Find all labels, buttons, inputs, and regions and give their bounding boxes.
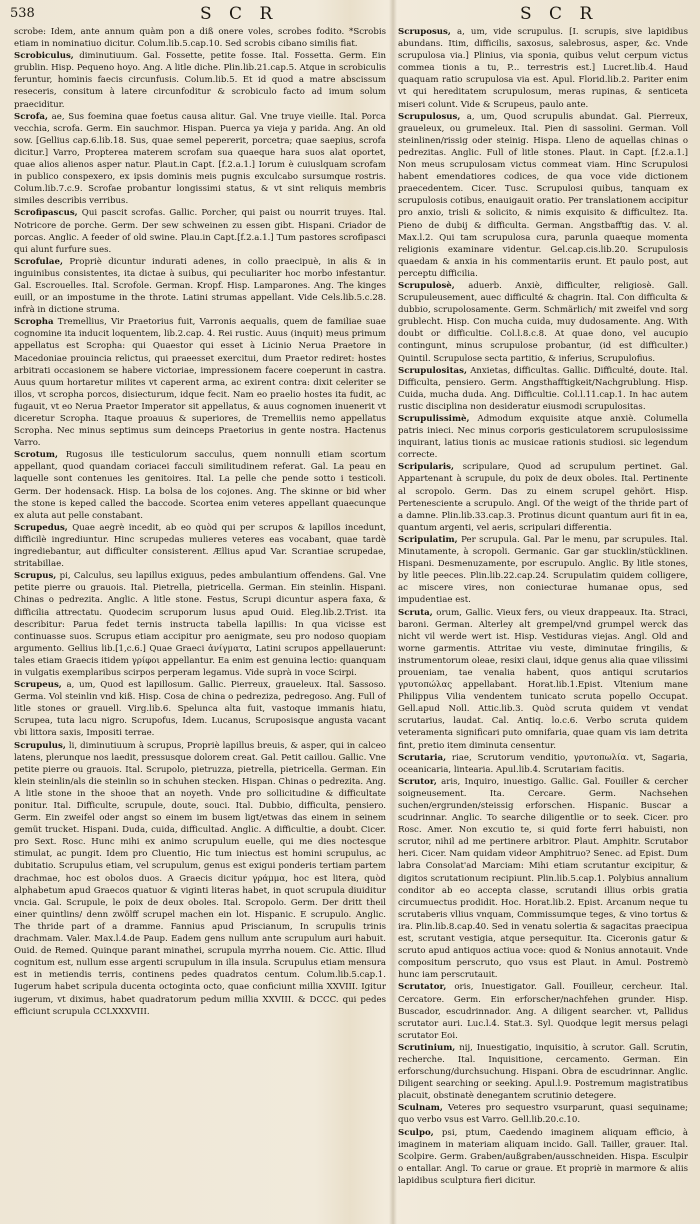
entry-definition: nij, Inuestigatio, inquisitio, à scrutor. Gall. Scrutin, recherche. Ital. Inquisitione, cercamento. German. Ein erforschung/durchsuchung. Hispani. Obra de escudrinnar. Anglic. Diligent searching or seeking. Apul.l.9. Postremum magistratibus placuit, obstinatè denegantem scrutinio detegere.	[398, 1042, 688, 1102]
entry-definition: Admodum exquisite atque anxiè. Columella patris inieci. Nec minus corporis gesticulatorem scrupulosissime inquirant, latius tionis ac musicae rationis studiosi. sic legendum correcte.	[398, 414, 688, 461]
entry-headword: Scrofipascus,	[14, 208, 78, 219]
entry-headword: Scruposus,	[398, 27, 451, 37]
entry-definition: a, um, Quod est lapillosum. Gallic. Pierreux, graueleux. Ital. Sassoso. Germa. Vol steinlin vnd kiß. Hisp. Cosa de china o pedreziza, pedregoso. Ang. Full of litle stones or grauell. Virg.lib.6. Spelunca alta fuit, vastoque immanis hiatu, Scrupea, tuta lacu nigro. Scrupofus, Idem. Lucanus, Scruposisque angusta vacant vbi littora saxis, Impositi terrae.	[14, 680, 386, 739]
entry-headword: Scrupus,	[14, 571, 57, 582]
dictionary-entry	[398, 280, 688, 365]
entry-headword: Scrutor,	[398, 776, 437, 787]
entry-definition: Anxietas, difficultas. Gallic. Difficulté, doute. Ital. Difficulta, pensiero. Germ. Angsthafftigkeit/Nachgrublung. Hisp. Cuida, mucha duda. Ang. Difficultie. Col.l.11.cap.1. In hac autem rustic disciplina non desideratur eiusmodi scrupulositas.	[398, 365, 688, 412]
entry-headword: Scrutinium,	[398, 1042, 456, 1053]
entry-headword: Scrobiculus,	[14, 51, 74, 62]
dictionary-entry	[14, 111, 386, 208]
entry-headword: Scrupulosè,	[398, 280, 455, 291]
entry-headword: Scrupulosus,	[398, 111, 461, 122]
dictionary-entry	[398, 111, 688, 280]
entry-headword: Scrutaria,	[398, 752, 447, 763]
dictionary-entry	[398, 981, 688, 1041]
entry-definition: Propriè dicuntur indurati adenes, in collo praecipuè, in alis & in inguinibus consistentes, ita dictae à suibus, qui peculiariter hoc morbo infestantur. Gal. Escrouelles. Ital. Scrofole. German. Kropf. Hisp. Lamparones. Ang. The kinges euill, or an impostume in the throte. Latini strumas appellant. Vide Cels.lib.5.c.28. infrà in dictione struma.	[14, 256, 386, 316]
entry-definition: orum, Gallic. Vieux fers, ou vieux drappeaux. Ita. Straci, baroni. German. Alterley alt grempel/vnd grumpel werck das nicht vil werde wert ist. Hisp. Vestiduras viejas. Angl. Old and worne garmentis. Attritae viu veste, diminutae fringilis, & instrumentorum oleae, resixi claui, idque genus alia quae vilissimi proueniam, tae venalia habent, quos antiqui scrutarios γρυτοπώλας appellabant. Horat.lib.1.Epist. Vltenium mane Philippus Vilia vendentem tunicato scruta popello Occupat. Gell.apud Noll. Attic.lib.3. Quòd scruta quidem vt vendat scrutarius, laudat. Cal. Antiq. lo.c.6. Verbo scruta quidem veteramenta significari puto omnifaria, quae quam vis iam detrita fint, pretio item diminuta censentur.	[398, 607, 688, 751]
entry-definition: aris, Inquiro, inuestigo. Gallic. Gal. Fouiller & cercher soigneusement. Ita. Cercare. Germ. Nachsehen suchen/ergrunden/steissig erforschen. Hispanic. Buscar a scudrinnar. Anglic. To searche diligentlie or to seek. Cicer. pro Rosc. Amer. Non excutio te, si quid forte ferri habuisti, non scrutor, nihil ad me pertinere arbitror. Plaut. Amphitr. Scrutabor heri. Cicer. Nam quidam videor Amphitruo? Senec. ad Epist. Dum labra Consolat'ad Marciam: Mihi etiam scrutantur excipitur, & digitos scrutationum recipiunt. Plin.lib.5.cap.1. Polybius annalium conditor ab eo accepta classe, scrutandi illius orbis gratia circumuectus prodidit. Hoc. Horat.lib.2. Epist. Arcanum neque tu scrutaberis vllius vnquam, Commissumque teges, & vino tortus & ira. Plin.lib.8.cap.40. Sed in venatu solertia & sagacitas praecipua est, scrutant vestigia, atque persequitur. Ita. Ciceronis gatur & scruto apud antiquos actiua voce: quod & Nonius annotauit. Vnde compositum perscruto, quo vsus est Plaut. in Amul. Postremò hunc iam perscrutauit.	[398, 776, 688, 981]
dictionary-entry	[14, 207, 386, 255]
entry-headword: Scripulatim,	[398, 534, 458, 545]
entry-headword: Sculpo,	[398, 1127, 434, 1138]
entry-definition: oris, Inuestigator. Gall. Fouilleur, cercheur. Ital. Cercatore. Germ. Ein erforscher/nachfehen grunder. Hisp. Buscador, escudrinnador. Ang. A diligent searcher. vt, Pallidus scrutator auri. Luc.l.4. Stat.3. Syl. Quodque legit mersus pelagi scrutator Eoi.	[398, 982, 688, 1041]
dictionary-entry	[398, 365, 688, 413]
entry-definition: a, um, vide scrupulus. [I. scrupis, sive lapidibus abundans. Itim, difficilis, saxosus, salebrosus, asper, &c. Vnde scrupulosa via.] Plinius, via sponia, quibus velut cerpum victus commea tionis a tu, P... terrestris est.] Lucret.lib.4. Haud quaquam ratio scrupulosa via est. Apul. Florid.lib.2. Pariter enim vt qui hereditatem scrupulosum, meras rupinas, & senticeta miseri colunt. Vide & Scrupeus, paulo ante.	[398, 27, 688, 110]
dictionary-entry	[398, 413, 688, 461]
entry-headword: Scrutator,	[398, 982, 447, 993]
entry-headword: Scrotum,	[14, 450, 59, 461]
entry-definition: aduerb. Anxiè, difficulter, religiosè. Gall. Scrupuleusement, auec difficulté & chagrin. Ital. Con difficulta & dubbio, scrupolosamente. Germ. Schmärlich/ mit zweifel vnd sorg grublecht. Hisp. Con mucha cuida, muy dudosamente. Ang. With doubt or difficultie. Col.l.8.c.8. At quae dono, vel aucupio contingunt, minus scrupulose probantur, (id est difficulter.) Quintil. Scrupulose secta partitio, & inferius, Scrupulofius.	[398, 280, 688, 364]
dictionary-entry	[398, 534, 688, 607]
running-head-right: S C R	[520, 4, 599, 24]
entry-headword: Scruta,	[398, 607, 433, 618]
entry-definition: a, um, Quod scrupulis abundat. Gal. Pierreux, graueleux, ou grumeleux. Ital. Pien di sassolini. German. Voll steinlinen/rissig oder steinig. Hispa. Lleno de aquellas chinas o pedrezitas. Anglic. Full of litle stones. Plaut. in Capt. [f.2.a.1.] Non meus scrupulosam victus commeat viam. Hinc Scrupulosi habent emendatiores codices, de qua voce vide dictionem praecedentem. Cicer. Tusc. Scrupulosi quibus, tanquam ex scrupulosis cotibus, enauigauit oratio. Per translationem accipitur pro anxio, trisli & solicito, & nimis exquisito & difficultez. Ita. Pieno de dubij & difficulta. German. Angstbafftig das. V. al. Max.l.2. Qui tam scrupulosa cura, parunla quaeque momenta religionis examinare videntur. Gel.cap.cis.lib.20. Scrupulosis quaedam & anxia in his commentariis erunt. Et paulo post, aut perceptu difficilia.	[398, 111, 688, 279]
entry-headword: Scrofulae,	[14, 256, 63, 267]
entry-headword: Scrupulus,	[14, 740, 66, 751]
entry-headword: Scrofa,	[14, 111, 48, 122]
right-column	[398, 26, 688, 1216]
entry-headword: Scrupedus,	[14, 522, 68, 533]
dictionary-entry	[14, 26, 386, 50]
left-column	[14, 26, 386, 1216]
entry-headword: Scrupulissimè,	[398, 414, 470, 424]
dictionary-entry	[14, 50, 386, 110]
dictionary-entry	[398, 461, 688, 534]
entry-definition: Veteres pro sequestro vsurparunt, quasi sequiname; quo verbo vsus est Varro. Gell.lib.20.c.10.	[398, 1103, 688, 1126]
entry-definition: pi, Calculus, seu lapillus exiguus, pedes ambulantium offendens. Gal. Vne petite pierre ou grauois. Ital. Pietrella, pietricella. German. Ein steinlin. Hispani. Chinas o pedrezita. Anglic. A litle stone. Festus, Scrupi dicuntur aspera faxa, & difficilia attrectatu. Quodecim scruporum lusus apud Ouid. Eleg.lib.2.Trist. ita describitur: Parua fedet ternis instructa tabella lapillis: In qua vicisse est continuasse suos. Scrupus etiam accipitur pro aenigmate, seu pro nodoso quopiam argumento. Gellius lib.[1,c.6.] Quae Graeci ἀνίγματα, Latini scrupos appellauerunt: tales etiam Graecis itidem γρίφοι appellantur. Ea enim est genuina lectio: quanquam in vulgatis exemplaribus scirpos perperam legamus. Vide suprà in voce Scirpi.	[14, 571, 386, 678]
dictionary-entry	[14, 740, 386, 1018]
dictionary-entry	[398, 752, 688, 776]
entry-definition: Quae aegrè incedit, ab eo quòd qui per scrupos & lapillos incedunt, difficilè ingrediuntur. Hinc scrupedas mulieres veteres eas vocabant, quae tardè ingrediebantur, aut difficulter consisterent. Ællius apud Var. Scrantiae scrupedae, stritabillae.	[14, 522, 386, 570]
entry-headword: Scrupeus,	[14, 680, 62, 691]
entry-definition: scripulare, Quod ad scrupulum pertinet. Gal. Appartenant à scrupule, du poix de deux oboles. Ital. Pertinente al scropolo. Germ. Das zu einem scrupel gehört. Hisp. Pertenesciente a scrupulo. Angl. Of the weigt of the thride part of a damne. Plin.lib.33.cap.3. Protinus dicunt quantum auri fit in ea, quantum argenti, vel aeris, scripulari differentia.	[398, 462, 688, 533]
entry-definition: ae, Sus foemina quae foetus causa alitur. Gal. Vne truye vieille. Ital. Porca vecchia, scrofa. Germ. Ein sauchmor. Hispan. Puerca ya vieja y parida. Ang. An old sow. [Gellius cap.6.lib.18. Sus, quae semel pepererit, porcetra; quae saepius, scrofa dicitur.] Varro, Propterea materem scrofam sua quaeque hara suos alat oportet, quae alios alienos asper natur. Plaut.in Capt. [f.2.a.1.] Iorum è cuiuslquam scrofam in publico conspexero, ex ipsis dominis meis pugnis exculcabo sursumque rostris. Colum.lib.7.c.9. Scrofae probantur longissimi status, & vt sint reliquis membris similes describis verribus.	[14, 111, 386, 207]
dictionary-entry	[14, 679, 386, 739]
entry-definition: diminutiuum. Gal. Fossette, petite fosse. Ital. Fossetta. Germ. Ein grublin. Hisp. Pequeno hoyo. Ang. A litle diche. Plin.lib.21.cap.5. Atque in scrobiculis feruntur, hominis faecis circunfusis. Colum.lib.5. Et id quod a matre abscissum reseceris, consitum à latere circunfoditur & scrobiculo facto ad imum solum praeciditur.	[14, 51, 386, 110]
page-number: 538	[10, 6, 35, 21]
dictionary-entry	[14, 449, 386, 522]
dictionary-entry	[14, 522, 386, 570]
dictionary-entry	[398, 607, 688, 752]
entry-definition: Rugosus ille testiculorum sacculus, quem nonnulli etiam scortum appellant, quod quandam coriacei facculi similitudinem referat. Gal. La peau en laquelle sont contenues les genitoires. Ital. La pelle che pende sotto i testicoli. Germ. Der hodensack. Hisp. La bolsa de los cojones. Ang. The skinne or bid wher the stone is keped called the baccode. Scortea enim veteres appellant quaecunque ex aluta aut pelle constabant.	[14, 450, 386, 521]
entry-definition: li, diminutiuum à scrupus, Propriè lapillus breuis, & asper, qui in calceo latens, plerunque nos laedit, pressusque dolorem creat. Gal. Petit caillou. Gallic. Vne petite pierre ou grauois. Ital. Scrupolo, pietruzza, pietrella, pietricella. German. Ein klein steinlin/als die steinlin so in schuhen stecken. Hispan. Chinas o pedrezita. Ang. A litle stone in the shooe that an noyeth. Vnde pro sollicitudine & difficultate ponitur. Ital. Difficulte, scrupule, doute, souci. Ital. Dubbio, difficulta, pensiero. Germ. Ein zweifel oder angst so einem im busem ligt/etwas das einem in seinem gemüt trucket. Hispani. Duda, cuida, difficultad. Anglic. A difficultie, a doubt. Cicer. pro Sext. Rosc. Hunc mihi ex animo scrupulum euelle, qui me dies noctesque stimulat, ac pungit. Idem pro Cluentio, Hic tum iniectus est homini scrupulus, ac dubitatio. Scrupulus etiam, vel scrupulum, genus est exigui ponderis tertiam partem drachmae, hoc est obolos duos. A Graecis dicitur γράμμα, hoc est litera, quòd alphabetum apud Graecos quatuor & viginti literas habet, in quot scrupula diuiditur vncia. Gal. Scrupule, le poix de deux oboles. Ital. Scropolo. Germ. Der dritt theil einer quintlins/ denn zwölff scrupel machen ein lot. Hispanic. E scrupulo. Anglic. The thride part of a dramme. Fannius apud Priscianum, In scrupulis trinis drachmam. Valer. Max.l.4.de Paup. Eadem gens nullum ante scrupulum auri habuit. Ouid. de Remed. Quinque parant minathei, scrupula myrrha nouem. Cic. Attic. Illud cognitum est, nullum esse argenti scrupulum in illa insula. Scrupulus etiam mensura est in metiendis terris, continens pedes quadratos centum. Colum.lib.5.cap.1. Iugerum habet scripula ducenta octoginta octo, quae conficiunt millia XXVIII. Igitur iugerum, vt diximus, habet quadratorum pedum millia XXVIII. & DCCC. qui pedes efficiunt scrupula CCLXXXVIII.	[14, 740, 386, 1017]
entry-definition: psi, ptum, Caedendo imaginem aliquam efficio, à imaginem in materiam aliquam incido. Gall. Tailler, grauer. Ital. Scolpire. Germ. Graben/außgraben/ausschneiden. Hispa. Esculpir o entallar. Angl. To carue or graue. Et propriè in marmore & aliis lapidibus sculptura fieri dicitur.	[398, 1127, 688, 1186]
entry-headword: Scropha	[14, 317, 54, 328]
entry-definition: scrobe: Idem, ante annum quàm pon a diß onere voles, scrobes fodito. *Scrobis etiam in nominatiuo dicitur. Colum.lib.5.cap.10. Sed scrobis cibano similis fiat.	[14, 27, 386, 50]
entry-definition: Per scrupula. Gal. Par le menu, par scrupules. Ital. Minutamente, à scropoli. Germanic. Gar gar stucklin/stücklinen. Hispani. Desmenuzamente, por escrupulo. Anglic. By litle stones, by litle peeces. Plin.lib.22.cap.24. Scrupulatim quidem colligere, ac miscere vires, non coniecturae humanae opus, sed impudentiae est.	[398, 534, 688, 606]
dictionary-entry	[14, 316, 386, 449]
entry-definition: riae, Scrutorum venditio, γρυτοπωλία. vt, Sagaria, oceanicaria, lintearia. Apul.lib.4. Scrutariam facitis.	[398, 752, 688, 775]
dictionary-entry	[398, 26, 688, 111]
entry-definition: Tremellius, Vir Praetorius fuit, Varronis aequalis, quem de familiae suae cognomine ita inducit loquentem, lib.2.cap. 4. Rei rustic. Auus (inquit) meus primum appellatus est Scropha: qui Quaestor qui esset à Licinio Nerua Praetore in Macedoniae prouincia relictus, qui praeesset exercitui, dum Praetor rediret: hostes arbitrati occasionem se habere victoriae, impressionem facere coeperunt in castra. Auus quum hortaretur milites vt caperent arma, ac exirent contra: dixit celeriter se illos, vt scropha porcos, disiecturum, idque fecit. Nam eo praelio hostes ita fudit, ac fugauit, vt eo Nerua Praetor Imperator sit appellatus, & auus cognomen inuenerit vt diceretur Scropha. Itaque proauus & superiores, de Tremelliis nemo appellatus Scropha. Nec minus septimus sum deinceps Praetorius in gente nostra. Hactenus Varro.	[14, 317, 386, 449]
running-head-left: S C R	[200, 4, 279, 24]
dictionary-entry	[398, 1042, 688, 1102]
entry-headword: Sculnam,	[398, 1103, 443, 1114]
dictionary-entry	[398, 776, 688, 982]
entry-headword: Scrupulositas,	[398, 365, 467, 376]
dictionary-entry	[14, 256, 386, 316]
dictionary-entry	[14, 570, 386, 679]
dictionary-entry	[398, 1102, 688, 1126]
entry-definition: Qui pascit scrofas. Gallic. Porcher, qui paist ou nourrit truyes. Ital. Notricore de porche. Germ. Der sew schweinen zu essen gibt. Hispani. Criador de porcas. Anglic. A feeder of old swine. Plau.in Capt.[f.2.a.1.] Tum pastores scrofipasci qui alunt furfure sues.	[14, 208, 386, 255]
entry-headword: Scripularis,	[398, 462, 454, 473]
dictionary-entry	[398, 1127, 688, 1187]
book-spine-shadow	[389, 0, 397, 1224]
